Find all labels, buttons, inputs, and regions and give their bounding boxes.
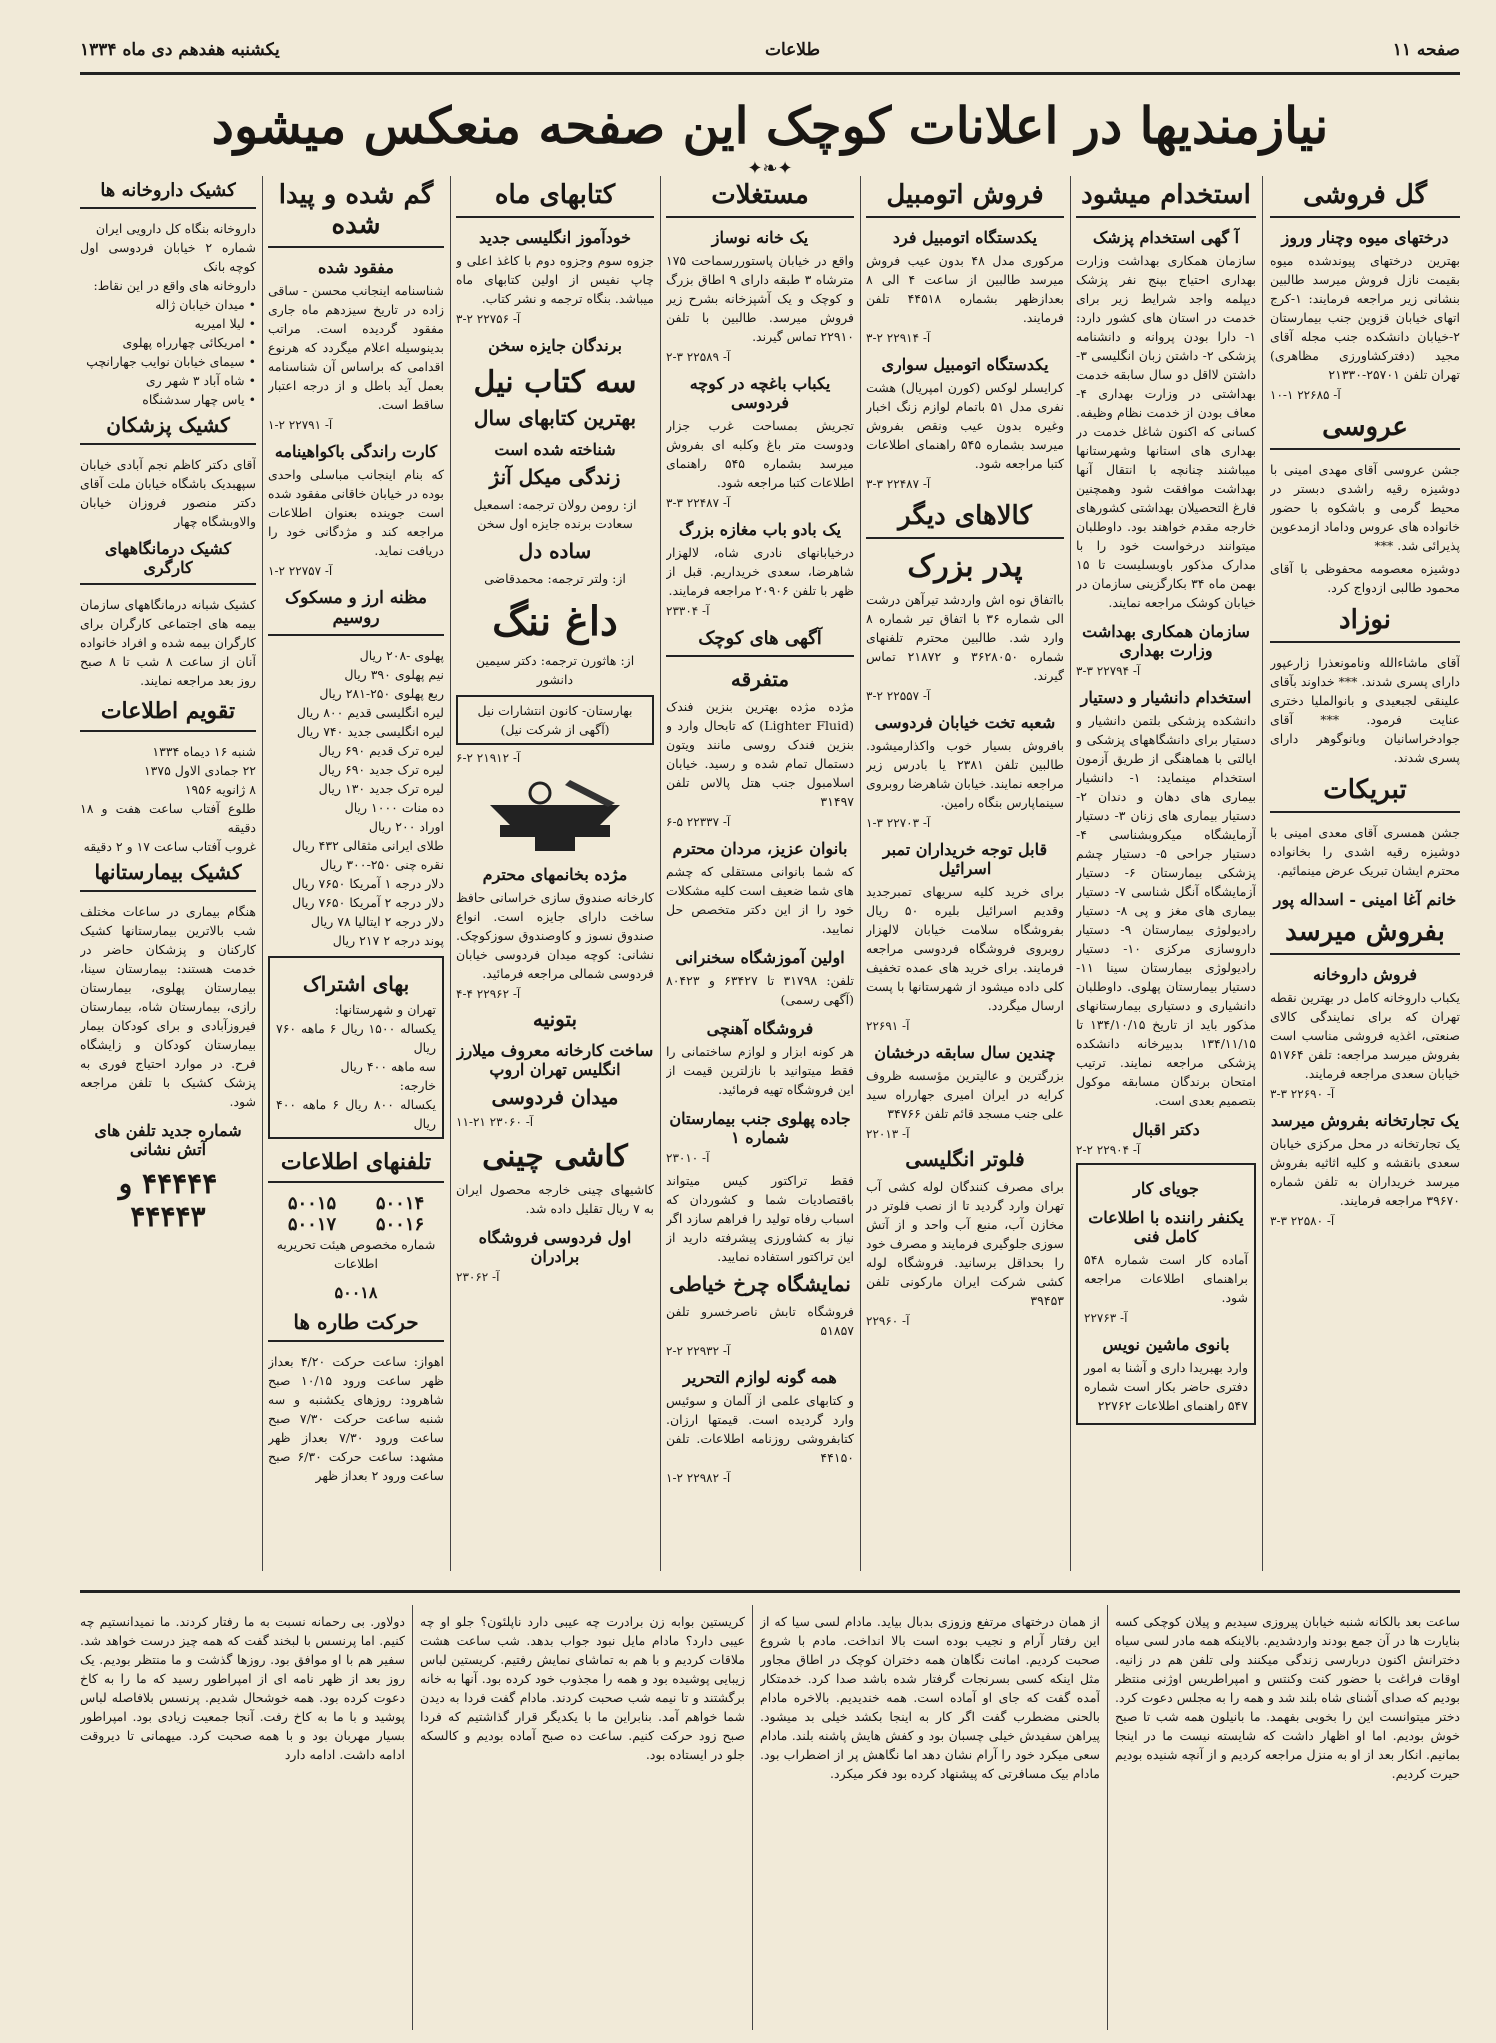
ad-body: بزرگترین و عالیترین مؤسسه ظروف کرایه در ایران امیری جهارراه سید علی جنب مسجد قائم تلفن ۳۴۷۶۶ [866,1068,1064,1121]
ad-title: خودآموز انگلیسی جدید [478,228,632,247]
phone-number: ۵۰۰۱۶ [375,1214,425,1235]
fire-phones-title: شماره جدید تلفن های آتش نشانی [94,1121,242,1159]
ad-tag: آ- ۲۲۶۸۵ ۱-۱۰ [1270,388,1341,402]
phone-grid [268,1193,444,1235]
ad-subheadline: بهترین کتابهای سال [473,406,637,430]
exchange-rates-list [268,646,444,950]
ad-title: مژده بخانمهای محترم [482,865,628,884]
ad-body: یک تجارتخانه در محل مرکزی خیابان سعدی بانقشه و کلیه اثاثیه بفروش میرسد خریداران به تلفن شماره ۳۹۶۷۰ مراجعه فرمایند. [1270,1136,1460,1208]
ad-title: چندین سال سابقه درخشان [874,1043,1056,1062]
ad-body: که شما بانوانی مستقلی که چشم های شما ضعیف است کلیه مشکلات خود را از این دکتر متخصص حل نمایید. [666,864,854,936]
subscription-line: یکساله ۱۵۰۰ ریال ۶ ماهه ۷۶۰ ریال [276,1021,437,1055]
section-heading: مظنه ارز و مسکوک روسیم [268,584,444,636]
ad-title: اولین آموزشگاه سخنرانی [675,948,845,967]
ad-title: درختهای میوه وچنار وروز [1281,228,1449,247]
job-seekers-box [1076,1163,1256,1425]
ad-body: تلفن: ۳۱۷۹۸ تا ۶۳۴۲۷ و ۸۰۴۲۳ (آگهی رسمی) [666,973,854,1007]
section-heading: فروش اتومبیل [866,176,1064,218]
ad-title: آ گهی استخدام پزشک [1092,228,1240,247]
rate-row: لیره ترک جدید ۶۹۰ ریال [318,762,444,777]
ad-title: شعبه تخت خیابان فردوسی [874,713,1056,732]
section-heading: کالاهای دیگر [866,497,1064,539]
ad-subheadline: ساخت کارخانه معروف میلارز انگلیس تهران اروپ [456,1041,654,1079]
section-heading: تقویم اطلاعات [80,694,256,732]
ad-body: فروشگاه تابش ناصرخسرو تلفن ۵۱۸۵۷ [666,1304,854,1338]
section-heading: کشیک بیمارستانها [80,856,256,892]
section-body: کشیک شبانه درمانگاههای سازمان بیمه های اجتماعی کارگران برای کارگران بیمه شده و افراد خانواده آنان از ساعت ۸ شب تا ۸ صبح روز بعد مراجعه نمایند. [80,597,256,688]
ad-body: و کتابهای علمی از آلمان و سوئیس وارد گردیده است. قیمتها ارزان. کتابفروشی روزنامه اطلاعات. تلفن ۴۴۱۵۰ [666,1393,854,1465]
ad-headline: متفرقه [730,667,790,691]
section-heading: کشیک درمانگاههای کارگری [80,535,256,585]
subscription-line: سه ماهه ۴۰۰ ریال [340,1059,436,1074]
ad-body: هر کونه ابزار و لوازم ساختمانی را فقط میتوانید با نازلترین قیمت از این فروشگاه تهیه فرمائید. [666,1044,854,1097]
ad-title: دکتر اقبال [1132,1120,1200,1139]
section-heading: مستغلات [666,176,854,218]
ad-title: یکباب باغچه در کوچه فردوسی [689,374,831,412]
ad-headline: بتونیه [532,1007,578,1031]
ad-body: وارد بهبریدا داری و آشنا به امور دفتری حاضر بکار است شماره ۵۴۷ راهنمای اطلاعات ۲۲۷۶۲ [1084,1360,1248,1413]
column-divider [262,176,263,1571]
subscription-line: یکساله ۸۰۰ ریال ۶ ماهه ۴۰۰ ریال [276,1097,437,1131]
ad-tag: آ- ۲۲۹۳۲ ۲-۲ [666,1344,731,1358]
ad-tag: آ- ۲۲۳۳۷ ۵-۶ [666,815,731,829]
ad-body: کرایسلر لوکس (کورن امپریال) هشت نفری مدل ۵۱ باتمام لوازم زنگ اخبار وغیره بدون عیب ونقص بفروش میرسد بشماره ۵۴۵ راهنمای اطلاعات کتبا مراجعه شود. [866,380,1064,471]
ad-body: شناسنامه اینجانب محسن - ساقی زاده در تاریخ سیزدهم ماه جاری مفقود گردیده است. مراتب بدینوسیله اعلام میگردد که هرنوع اقدامی که براساس آن شناسنامه بعمل آید باطل و از درجه اعتبار ساقط است. [268,283,444,412]
ad-body: یکباب داروخانه کامل در بهترین نقطه تهران که برای نمایندگی کالای صنعتی، اغذیه فروشی مناسب است بفروش میرسد مراجعه: تلفن ۵۱۷۶۴ خیابان سعدی مراجعه فرمایند. [1270,990,1460,1081]
ad-body: آماده کار است شماره ۵۴۸ براهنمای اطلاعات مراجعه شود. [1084,1252,1248,1305]
section-heading: حرکت طاره ها [268,1306,444,1342]
ad-title: یکدستگاه اتومبیل سواری [881,355,1049,374]
book-title: داغ ننگ [492,598,618,645]
rate-row: نقره چنی ۲۵۰-۳۰۰ ریال [319,857,444,872]
ad-body: کاشیهای چینی خارجه محصول ایران به ۷ ریال تقلیل داده شد. [456,1182,654,1216]
fire-phones-number: ۴۴۴۴۴ و ۴۴۴۴۳ [118,1167,218,1233]
ad-title: یکنفر راننده با اطلاعات کامل فنی [1088,1208,1244,1246]
calendar-line: شنبه ۱۶ دیماه ۱۳۳۴ [152,744,256,759]
serial-column: دولاور. بی رحمانه نسبت به ما رفتار کردند. ما نمیدانستیم چه کنیم. اما پرنسس با لبخند گفت که همه چیز درست خواهد شد. سفیر هم با او موافق بود. روزها گذشت و ما منتظر بودیم. یک روز بعد از ظهر نامه ای از امپراطور رسید که ما را به کاخ دعوت کرده بود. همه خوشحال شدیم. پرنسس بلافاصله لباس پوشید و با ما به کاخ رفت. آنجا جمعیت زیادی بود. امپراطور بسیار مهربان بود و با همه صحبت کرد. میهمانی تا دیروقت ادامه داشت. ادامه دارد [80,1614,405,1762]
ad-tag: آ- ۲۳۰۶۲ [456,1270,500,1284]
ad-body: تجریش بمساحت غرب جزار ودوست متر باغ وکلبه ای بفروش میرسد بشماره ۵۴۵ راهنمای اطلاعات کتبا مراجعه شود. [666,418,854,490]
banner-ornament: ✦❧✦ [747,158,793,179]
ad-body: برای مصرف کنندگان لوله کشی آب تهران وارد گردید تا از نصب فلوتر در مخازن آب، منبع آب واحد و از آتش سوزی جلوگیری فرمایند و مصرف خود را بحداقل برسانید. فروشگاه لوله کشی شرکت ایران مارکونی تلفن ۳۹۴۵۳ [866,1179,1064,1308]
calendar-line: غروب آفتاب ساعت ۱۷ و ۲ دقیقه [83,839,256,854]
ad-title: بانوان عزیز، مردان محترم [672,839,848,858]
rate-row: لیره انگلیسی قدیم ۸۰۰ ریال [296,705,444,720]
column-divider [1070,176,1071,1571]
ad-tag: آ- ۲۲۷۹۴ ۳-۳ [1076,664,1141,678]
ad-tag: آ- ۲۲۷۶۳ [1084,1311,1128,1325]
book-credit: از: هاثورن ترجمه: دکتر سیمین دانشور [475,653,635,687]
ad-headline: فلوتر انگلیسی [905,1147,1025,1171]
ad-title: برندگان جایزه سخن [488,336,622,355]
calendar-line: طلوع آفتاب ساعت هفت و ۱۸ دقیقه [80,801,256,835]
ad-tag: آ- ۲۳۰۶۰ ۲۱-۱۱ [456,1115,534,1129]
book-credit: از: ولتر ترجمه: محمدقاضی [484,571,626,586]
issue-date: یکشنبه هفدهم دی ماه ۱۳۳۴ [80,40,280,60]
ad-body: آقای ماشاءالله ونامونعذرا زارعپور دارای پسری شدند. *** خداوند بآقای علینقی لجبعیدی و بانوالملیا دختری عنایت فرمود. *** آقای جوادخراسانیان وبانوگوهر دارای پسری شدند. [1270,655,1460,765]
ad-title: خانم آغا امینی - اسداله پور [1273,890,1457,909]
ad-body: کارخانه صندوق سازی خراسانی حافظ ساخت دارای جایزه است. انواع صندوق نسوز و کاوصندوق سوزکوچک. نشانی: کوچه میدان فردوسی خیابان فردوسی شمالی مراجعه فرمائید. [456,890,654,981]
list-item: • میدان خیابان ژاله [155,297,256,312]
ad-body: واقع در خیابان پاستوررسماحت ۱۷۵ مترشاه ۳ طبقه دارای ۹ اطاق بزرگ و کوچک و یک آشپزخانه بشرح زیر فروش میرسد. طالبین با تلفن ۲۲۹۱۰ تماس گیرند. [666,253,854,344]
ad-subheadline: شناخته شده است [494,440,616,459]
serial-column: کریستین بوابه زن برادرت چه عیبی دارد ناپلئون؟ جلو او چه عیبی دارد؟ مادام مایل نبود جواب بدهد. شب ساعت هشت ملاقات کردیم و با هم به تماشای نمایش رفتیم. کریستین لباس زیبایی پوشیده بود و همه را مجذوب خود کرده بود. آنها به خانه برگشتند و تا نیمه شب صحبت کردند. مادام گفت فردا به دیدن شما خواهم آمد. بنابراین ما با یکدیگر قرار گذاشتیم که فردا صبح زود حرکت کنیم. ساعت ده صبح آماده بودیم و کالسکه جلو در ایستاده بود. [420,1614,745,1762]
ad-title: بانوی ماشین نویس [1102,1335,1230,1354]
ad-body: درخیابانهای نادری شاه، لالهزار شاهرضا، سعدی خریداریم. قبل از ظهر با تلفن ۲۰۹۰۶ مراجعه فرمایند. [666,545,854,598]
ad-tag: آ- ۲۲۹۸۲ ۲-۱ [666,1471,731,1485]
list-item: • امریکائی چهارراه پهلوی [122,335,256,350]
section-heading: گم شده و پیدا شده [268,176,444,248]
column-lost-found [268,176,444,1576]
book-title: ساده دل [518,539,592,563]
column-pharmacies [80,176,256,1576]
rate-row: ده منات ۱۰۰۰ ریال [344,800,444,815]
ad-title: همه گونه لوازم التحریر [683,1368,837,1387]
list-item: داروخانه بنگاه کل دارویی ایران [95,221,256,236]
ad-headline: سه کتاب نیل [473,365,637,400]
rate-row: دلار درجه ۱ آمریکا ۷۶۵۰ ریال [292,876,444,891]
list-item: • لیلا امیریه [194,316,256,331]
section-heading: تبریکات [1270,771,1460,813]
calendar-line: ۲۲ جمادی الاول ۱۳۷۵ [143,763,256,778]
ad-body: مرکوری مدل ۴۸ بدون عیب فروش میرسد طالبین از ساعت ۴ الی ۸ بعدازظهر بشماره ۴۴۵۱۸ تلفن فرمایند. [866,253,1064,325]
list-item: • سیمای خیابان نوایب جهارانچپ [86,354,256,369]
ad-tag: آ- ۲۲۶۹۰ ۳-۳ [1270,1087,1335,1101]
ad-title: سازمان همکاری بهداشت وزارت بهداری [1082,622,1250,660]
ad-tag: آ- ۲۲۰۱۳ [866,1127,910,1141]
list-item: داروخانه های واقع در این نقاط: [93,278,256,293]
ad-body: بهترین درختهای پیوندشده میوه بقیمت نازل فروش میرسد طالبین بنشانی زیر مراجعه فرمایند: ۱-کرج اتهای خیابان قزوین جنب بیمارستان ۲-خیابان دانشکده جنب مجله آقای مجید (دفترکشاورزی مظاهری) تهران تلفن ۲۵۷۰۱-۲۱۳۳۰ [1270,253,1460,382]
section-body: آقای دکتر کاظم نجم آبادی خیابان سپهبدیک باشگاه خیابان ملت آقای دکتر منصور فروزان خیابان والاوبشگاه چهار [80,457,256,529]
column-divider [450,176,451,1571]
ad-title: جاده پهلوی جنب بیمارستان شماره ۱ [669,1109,851,1147]
ad-title: کارت راندگی باکواهینامه [274,442,438,461]
ad-tag: آ- ۲۲۹۶۰ [866,1314,910,1328]
list-item: • یاس چهار سدشنگاه [142,392,256,407]
book-credit: از: رومن رولان ترجمه: اسمعیل سعادت برنده جایزه اول سخن [473,497,637,531]
ad-body: جشن همسری آقای معدی امینی با دوشیزه رقیه اشدی را بخانواده محترم ایشان تبریک عرض مینمائیم. [1270,825,1460,878]
column-divider [660,176,661,1571]
ad-headline: کاشی چینی [482,1139,628,1174]
rate-row: نیم پهلوی ۳۹۰ ریال [344,667,444,682]
section-heading: تلفنهای اطلاعات [268,1145,444,1183]
ad-title: یک تجارتخانه بفروش میرسد [1270,1111,1460,1130]
rate-row: طلای ایرانی مثقالی ۴۳۲ ریال [292,838,444,853]
column-divider [752,1605,753,2030]
phone-number: ۵۰۰۱۵ [287,1193,337,1214]
phone-number: ۵۰۰۱۸ [334,1283,378,1302]
ad-body: که بنام اینجانب مباسلی واحدی بوده در خیابان خاقانی مفقود شده است جوینده بعنوان اطلاعات مراجعه کند و مژدگانی خود را دریافت نماید. [268,467,444,558]
section-body: هنگام بیماری در ساعات مختلف شب بالاترین بیمارستانها کشیک کارکنان و پزشکان حاضر در خدمت هستند: بیمارستان سینا، بیمارستان پهلوی، بیمارستان رازی، بیمارستان شاه، بیمارستان فیروزآبادی و برای کودکان بیمار بیمارستان کودکان و زایشگاه فرح. در موارد احتیاج فوری به پزشک کشیک با تلفن مراجعه شود. [80,904,256,1109]
ad-subheadline: میدان فردوسی [491,1085,619,1109]
serial-column: ساعت بعد بالکانه شنبه خیابان پیروزی سیدیم و پیلان کوچکی کسه بنایارت ها در آن جمع بودند واردشدیم. بالاینکه همه مادر لسی سیاه دخترانش اکنون دربارسی زندگی میکنند ولی تلفن هم در زانیه. اوقات فراغت با حضور کنت وکنتس و امپراطریس اوژنی منتظر بودیم که صدای آشنای شاه بلند شد و همه را به مجلس دعوت کرد. دختر میتوانست این را بخوبی بفهمد. ما بانیلون همه شب تا صبح خوش بودیم. اما او اظهار داشت که شایسته نیست ما در اینجا بمانیم. انکار بعد از او به منزل مراجعه کردیم و از آنچه شنیده بودیم حیرت کردیم. [1115,1614,1460,1781]
ad-tag: آ- ۲۱۹۱۲ ۲-۶ [456,751,521,765]
ad-tag: آ- ۲۲۷۵۶ ۲-۳ [456,312,521,326]
rate-row: لیره انگلیسی جدید ۷۴۰ ریال [296,724,444,739]
ad-body: جشن عروسی آقای مهدی امینی با دوشیزه رقیه راشدی دبستر در محیط گرمی و باشکوه با حضور خانواده های عروس وداماد ازمدعوین پذیرائی شد. *** [1270,462,1460,553]
publisher-box: بهارستان- کانون انتشارات نیل (آگهی از شرکت نیل) [456,695,654,745]
book-title: زندگی میکل آنژ [489,465,621,489]
page-banner: نیازمندیها در اعلانات کوچک این صفحه منعکس میشود [211,96,1329,155]
ad-title: استخدام دانشیار و دستیار [1080,688,1252,707]
ad-tag: آ- ۲۲۵۸۰ ۳-۳ [1270,1214,1335,1228]
ad-tag: آ- ۲۲۴۸۷ ۳-۳ [866,477,931,491]
phone-number: ۵۰۰۱۴ [375,1193,425,1214]
ad-subheadline: اول فردوسی فروشگاه برادران [478,1228,632,1266]
anvil-icon [480,775,630,855]
rate-row: ربع پهلوی ۲۵۰-۲۸۱ ریال [319,686,444,701]
column-books [456,176,654,1576]
rate-row: اوراد ۲۰۰ ریال [368,819,444,834]
rate-row: پوند درجه ۲ ۲۱۷ ریال [332,933,444,948]
section-heading: گل فروشی [1270,176,1460,218]
rate-row: لیره ترک قدیم ۶۹۰ ریال [318,743,444,758]
subscription-box [268,956,444,1139]
page-header [80,40,1460,66]
ad-body: دوشیزه معصومه محفوظی با آقای محمود طالبی ازدواج کرد. [1270,561,1460,595]
ad-tag: آ- ۲۲۷۰۳ ۳-۱ [866,816,931,830]
ad-title: فروش داروخانه [1312,965,1418,984]
phone-note: شماره مخصوص هیئت تحریریه اطلاعات [276,1237,436,1271]
ad-tag: آ- ۲۲۴۸۷ ۳-۳ [666,496,731,510]
column-divider [1262,176,1263,1571]
header-rule [80,72,1460,75]
ad-headline: نمایشگاه چرخ خیاطی [669,1272,851,1296]
ad-body: دانشکده پزشکی بلتمن دانشیار و دستیار برای دانشگاههای پزشکی و ایالتی با هماهنگی از طریق آزمون استخدام مینماید: ۱- دانشیار بیماری های دهان و دندان ۲- دستیار بیماری های زنان ۳- دستیار آزمایشگاه میکروبشناسی ۴- دستیار جراحی ۵- دستیار چشم پزشکی بیمارستان ۶- دستیار آزمایشگاه آنگل شناسی ۷- دستیار بیماری های مغز و پی ۸- دستیار رادیولوژی بیمارستان ۹- دستیار داروسازی مرکزی ۱۰- دستیار رادیولوژی بیمارستان سینا ۱۱- دستیار بیمارستان پهلوی. داوطلبان دانشیاری و دستیاری بیمارستانهای مذکور باید از تاریخ ۱۳۴/۱۰/۱۵ تا ۱۳۴/۱۱/۱۵ بدبیرخانه دانشکده پزشکی مراجعه نمایند. ترتیب امتحان برندگان مسابقه موکول بتصمیم بعدی است. [1076,713,1256,1108]
section-heading: کتابهای ماه [456,176,654,218]
column-classifieds-flowers [1270,176,1460,1576]
ad-body: مژده مژده بهترین بنزین فندک (Lighter Fluid) که تابحال وارد و بنزین فندک روسی مانند ویتون دستمال تمام شده و رسید. خیابان اسلامبول جنب هتل پالاس تلفن ۳۱۴۹۷ [666,699,854,809]
rate-row: پهلوی -۲۰۸ ریال [359,648,444,663]
ad-title: فروشگاه آهنچی [706,1019,814,1038]
section-heading: نوزاد [1270,601,1460,643]
section-heading: بفروش میرسد [1270,913,1460,955]
subscription-line: تهران و شهرستانها: [334,1002,436,1017]
section-heading: استخدام میشود [1076,176,1256,218]
column-divider [860,176,861,1571]
ad-headline: پدر بزرک [907,549,1023,584]
rate-row: لیره ترک جدید ۱۳۰ ریال [318,781,444,796]
ad-tag: آ- ۲۳۳۰۴ [666,604,710,618]
rate-row: دلار درجه ۲ آمریکا ۷۶۵۰ ریال [292,895,444,910]
box-heading: جویای کار [1133,1179,1199,1198]
ad-tag: آ- ۲۲۹۰۴ ۲-۲ [1076,1143,1141,1157]
rate-row: دلار درجه ۲ ایتالیا ۷۸ ریال [310,914,444,929]
flight-schedule: اهواز: ساعت حرکت ۴/۲۰ بعداز ظهر ساعت ورود ۱۰/۱۵ صبح شاهرود: روزهای یکشنبه و سه شنبه ساعت حرکت ۷/۳۰ صبح ساعت ورود ۷/۳۰ بعداز ظهر مشهد: ساعت حرکت ۶/۳۰ صبح ساعت ورود ۲ بعداز ظهر [268,1354,444,1483]
list-item: • شاه آباد ۳ شهر ری [145,373,256,388]
ad-tag: آ- ۲۲۵۸۹ ۳-۲ [666,350,731,364]
calendar-line: ۸ ژانویه ۱۹۵۶ [184,782,256,797]
ad-tag: آ- ۲۲۹۶۲ ۴-۴ [456,987,521,1001]
section-heading: کشیک پزشکان [80,409,256,445]
column-employment [1076,176,1256,1576]
ad-tag: آ- ۲۲۵۵۷ ۲-۳ [866,689,931,703]
list-item: شماره ۲ خیابان فردوسی اول کوچه بانک [80,240,256,274]
ad-tag: آ- ۲۲۶۹۱ [866,1019,910,1033]
ad-title: مفقود شده [318,258,394,277]
serial-top-rule [80,1590,1460,1593]
section-heading: آگهی های کوچک [666,624,854,657]
phone-number: ۵۰۰۱۷ [287,1214,337,1235]
page-number: صفحه ۱۱ [1392,40,1460,60]
ad-title: یک خانه نوساز [711,228,809,247]
ad-body: بااتفاق نوه اش واردشد تیرآهن درشت الی شماره ۳۶ با اتفاق تیر شماره ۸ وارد شد. طالبین محترم تلفنهای شماره ۳۶۲۸۰۵۰ و ۲۱۸۷۲ تماس گیرند. [866,592,1064,683]
ad-body: بافروش بسیار خوب واکذارمیشود. طالبین تلفن ۲۳۸۱ یا بادرس زیر مراجعه نمایند. خیابان شاهرضا روبروی سینماپارس بنگاه رامین. [866,738,1064,810]
ad-body: فقط تراکتور کیس میتواند باقتصادیات شما و کشوردان که اسباب رفاه تولید را فراهم سازد اگر نیاز به کشاورزی پیشرفته دارید از این تراکتور استفاده نمایید. [666,1173,854,1264]
ad-tag: آ- ۲۲۷۹۱ ۲-۱ [268,418,333,432]
ad-title: قابل توجه خریداران تمبر اسرائیل [882,840,1048,878]
ad-body: جزوه سوم وجزوه دوم با کاغذ اعلی و چاپ نفیس از اولین کتابهای ماه میباشد. بنگاه ترجمه و نشر کتاب. [456,253,654,306]
column-divider [412,1605,413,2030]
subscription-line: خارجه: [399,1078,436,1093]
column-cars-goods [866,176,1064,1576]
column-real-estate [666,176,854,1576]
ad-body: برای خرید کلیه سریهای تمبرجدید وقدیم اسرائیل بلیره ۵۰ ریال بفروشگاه سلامت خیابان لالهزار روبروی فروشگاه فردوسی مراجعه فرمایند. برای خرید های عمده تخفیف کلی داده میشود از شهرستانها با پست ارسال میگردد. [866,884,1064,1013]
ad-tag: آ- ۲۲۹۱۴ ۲-۳ [866,331,931,345]
ad-tag: آ- ۲۳۰۱۰ [666,1151,710,1165]
masthead-name: طلاعات [764,40,820,60]
column-divider [1107,1605,1108,2030]
ad-title: یکدستگاه اتومبیل فرد [892,228,1038,247]
section-heading: کشیک داروخانه ها [80,176,256,209]
ad-title: یک بادو باب مغازه بزرگ [678,520,842,539]
box-heading: بهای اشتراک [302,972,410,996]
ad-tag: آ- ۲۲۷۵۷ ۲-۱ [268,564,333,578]
section-heading: عروسی [1270,408,1460,450]
serial-column: از همان درختهای مرتفع وزوزی بدبال بیاید. مادام لسی سیا که از این رفتار آرام و نجیب بوده است بالا انداخت. مادم با شروع صحبت کردیم. امانت نگاهان همه دختران کوچک در اطاق مجاور مثل اینکه کسی بسرنجات گرفتار شده باشد صدا کرد. خدمتکار آمده گفت که جای او آماده است. همه خندیدیم. بالاخره مادام بالحنی مضطرب گفت اگر کار به اینجا بکشد خیلی بد میشود. پیراهن سفیدش خیلی چسبان بود و کفش هایش پاشنه بلند. مادام سعی میکرد خود را آرام نشان دهد اما نگاهش پر از اضطراب بود. مادام بیک مسافرتی که پیشنهاد کرده بود فکر میکرد. [760,1614,1100,1781]
ad-body: سازمان همکاری بهداشت وزارت بهداری احتیاج بپنج نفر پزشک دیپلمه واجد شرایط زیر برای خدمت در استان های کشور دارد: ۱- دارا بودن پروانه و دانشنامه پزشکی ۲- داشتن زبان انگلیسی ۳- داشتن لااقل دو سال سابقه خدمت بهداشتی در وزارت بهداری ۴- معاف بودن از خدمت نظام وظیفه. کسانی که اکنون شاغل خدمت در بهداری های استانها وشهرستانها میباشند چنانچه با انتقال آنها بهداشت موافقت شود وهمچنین فارغ التحصیلان بهداشتی کشورهای خارجه مقدم خواهند بود. داوطلبان میتوانند درخواست خود را با مدارک مذکور باوبسلیست تا ۱۵ بهمن ماه ۳۴ بکارگزینی سازمان در خیابان کوشک مراجعه نمایند. [1076,253,1256,610]
